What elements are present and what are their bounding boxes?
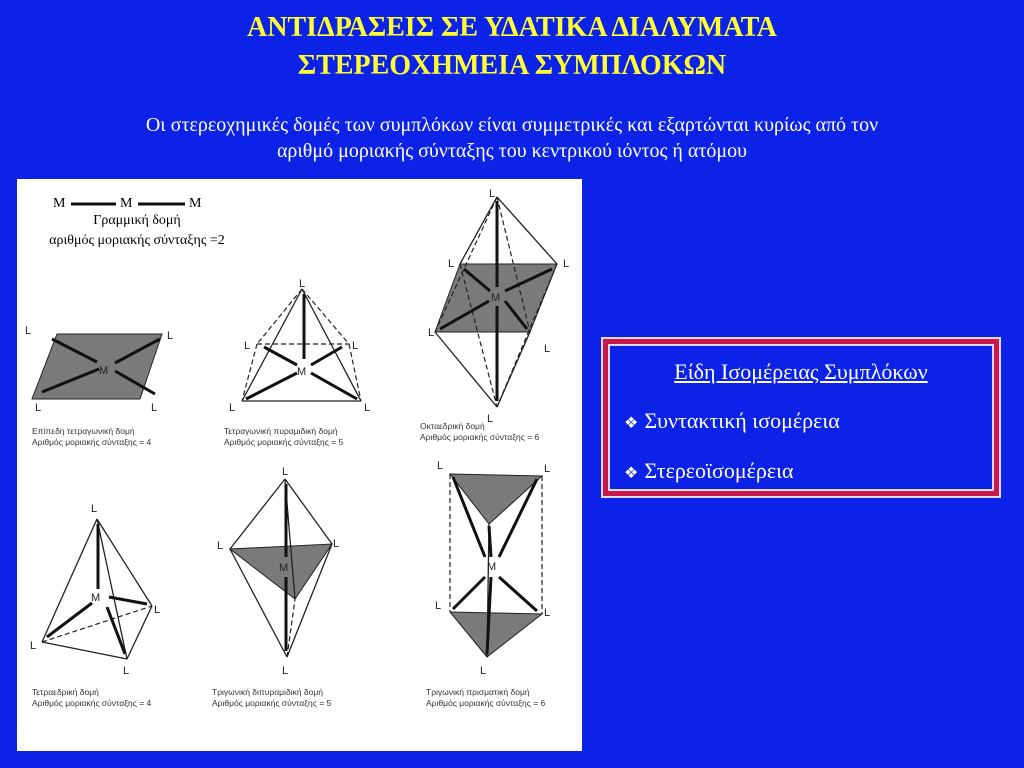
caption-line: Τριγωνική πρισματική δομή <box>426 687 530 697</box>
ligand-label: L <box>487 413 494 425</box>
caption-line: Αριθμός μοριακής σύνταξης = 6 <box>426 698 546 708</box>
ligand-label: L <box>437 460 444 472</box>
isomerism-item-label: Συντακτική ισομέρεια <box>644 408 840 433</box>
ligand-label: L <box>217 540 224 552</box>
caption-line: Τριγωνική διπυραμιδική δομή <box>212 687 323 697</box>
caption-line: Αριθμός μοριακής σύνταξης = 4 <box>32 437 152 447</box>
isomerism-item-structural <box>624 408 840 434</box>
ligand-label: L <box>151 402 158 414</box>
square-planar-drawing <box>32 334 162 399</box>
linear-atom-center: M <box>120 196 133 211</box>
subtitle-line-1: Οι στερεοχημικές δομές των συμπλόκων είναι συμμετρικές και εξαρτώνται κυρίως από τον <box>145 114 879 136</box>
ligand-label: L <box>364 402 371 414</box>
slide-title-line2: ΣΤΕΡΕΟΧΗΜΕΙΑ ΣΥΜΠΛΟΚΩΝ <box>297 50 727 81</box>
caption-line: Τετραεδρική δομή <box>32 687 99 697</box>
caption-line: Αριθμός μοριακής σύνταξης = 6 <box>420 432 540 442</box>
trigonal-bipyramidal-caption <box>212 687 331 709</box>
isomerism-item-stereo <box>624 458 794 484</box>
metal-center-label: M <box>91 592 101 604</box>
ligand-label: L <box>299 278 306 290</box>
coordination-geometries-figure <box>17 179 582 751</box>
caption-line: Αριθμός μοριακής σύνταξης = 4 <box>32 698 152 708</box>
ligand-label: L <box>544 343 551 355</box>
diamond-bullet-icon: ❖ <box>624 415 639 432</box>
ligand-label: L <box>123 665 130 677</box>
ligand-label: L <box>489 188 496 200</box>
ligand-label: L <box>435 600 442 612</box>
ligand-label: L <box>244 340 251 352</box>
isomerism-types-box-inner <box>608 344 994 491</box>
caption-line: Οκταεδρική δομή <box>420 421 485 431</box>
ligand-label: L <box>282 466 289 478</box>
slide-title-line1: ΑΝΤΙΔΡΑΣΕΙΣ ΣΕ ΥΔΑΤΙΚΑ ΔΙΑΛΥΜΑΤΑ <box>247 12 777 43</box>
diamond-bullet-icon: ❖ <box>624 465 639 482</box>
linear-structure-name: Γραμμική δομή <box>93 213 181 228</box>
metal-center-label: M <box>487 561 497 573</box>
metal-center-label: M <box>99 365 109 377</box>
isomerism-types-title: Είδη Ισομέρειας Συμπλόκων <box>674 359 928 384</box>
caption-line: Επίπεδη τετραγωνική δομή <box>32 426 135 436</box>
linear-atom-right: M <box>189 196 202 211</box>
slide-subtitle <box>80 112 944 164</box>
caption-line: Αριθμός μοριακής σύνταξης = 5 <box>212 698 332 708</box>
square-pyramidal-caption <box>224 426 343 448</box>
ligand-label: L <box>480 665 487 677</box>
linear-atom-left: M <box>53 196 66 211</box>
ligand-label: L <box>428 327 435 339</box>
geometry-drawings <box>17 179 582 751</box>
ligand-label: L <box>167 330 174 342</box>
ligand-label: L <box>544 463 551 475</box>
subtitle-line-2: αριθμό μοριακής σύνταξης του κεντρικού ιόντος ή ατόμου <box>276 140 748 162</box>
isomerism-types-box <box>601 337 1001 498</box>
metal-center-label: M <box>297 366 307 378</box>
ligand-label: L <box>333 538 340 550</box>
ligand-label: L <box>25 325 32 337</box>
caption-line: Τετραγωνική πυραμιδική δομή <box>224 426 338 436</box>
square-planar-caption <box>32 426 151 448</box>
trigonal-prismatic-caption <box>426 687 545 709</box>
isomerism-item-label: Στερεοϊσομέρεια <box>644 458 794 483</box>
ligand-label: L <box>35 402 42 414</box>
ligand-label: L <box>91 503 98 515</box>
tetrahedral-drawing <box>42 519 152 659</box>
octahedral-caption <box>420 421 539 443</box>
ligand-label: L <box>352 340 359 352</box>
tetrahedral-caption <box>32 687 151 709</box>
metal-center-label: M <box>279 562 289 574</box>
square-pyramidal-drawing <box>242 289 361 401</box>
ligand-label: L <box>229 402 236 414</box>
metal-center-label: M <box>491 292 501 304</box>
linear-coordination-number: αριθμός μοριακής σύνταξης =2 <box>49 233 225 248</box>
ligand-label: L <box>544 607 551 619</box>
ligand-label: L <box>282 665 289 677</box>
caption-line: Αριθμός μοριακής σύνταξης = 5 <box>224 437 344 447</box>
ligand-label: L <box>154 604 161 616</box>
ligand-label: L <box>448 258 455 270</box>
ligand-label: L <box>563 258 570 270</box>
ligand-label: L <box>30 640 37 652</box>
